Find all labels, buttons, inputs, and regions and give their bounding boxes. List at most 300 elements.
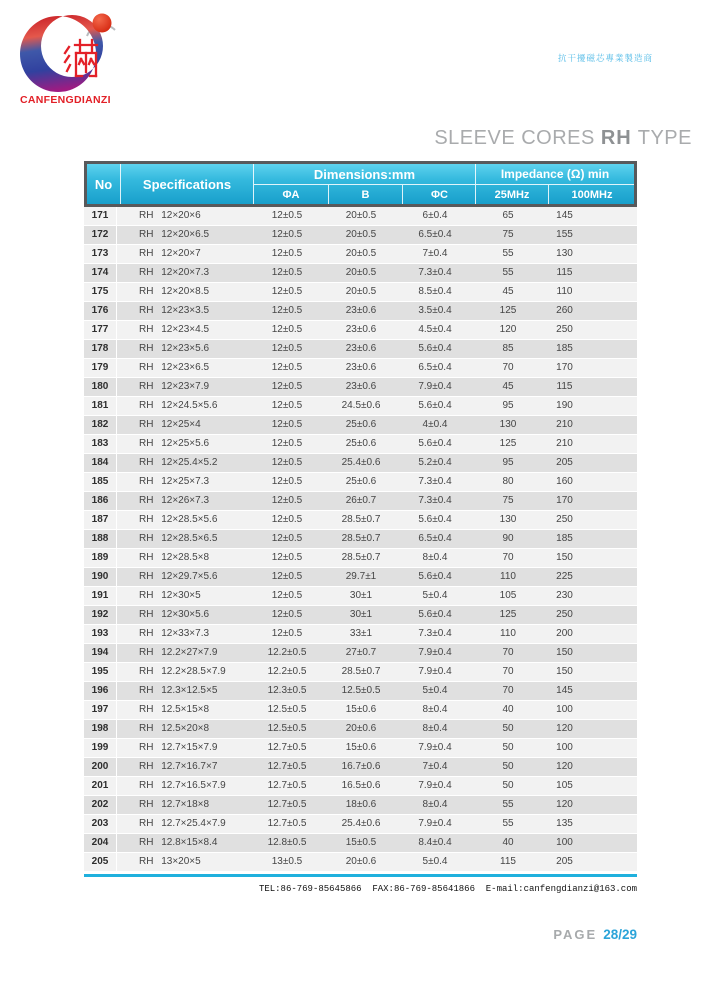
cell-specification: RH 12×23×3.5 xyxy=(139,305,210,316)
cell-no: 175 xyxy=(84,283,117,301)
logo-crescent-icon xyxy=(18,6,123,94)
column-header-specifications: Specifications xyxy=(120,164,253,204)
cell-dim-a: 12.5±0.5 xyxy=(267,723,307,734)
cell-dim-b: 20±0.5 xyxy=(345,210,377,221)
cell-dim-a: 12±0.5 xyxy=(271,229,303,240)
cell-dim-a: 12±0.5 xyxy=(271,400,303,411)
cell-dim-c: 5.6±0.4 xyxy=(418,609,452,620)
cell-specification: RH 12×30×5 xyxy=(139,590,201,601)
cell-no: 195 xyxy=(84,663,117,681)
cell-specification: RH 12×23×7.9 xyxy=(139,381,210,392)
cell-dim-c: 3.5±0.4 xyxy=(418,305,452,316)
cell-impedance-100mhz: 130 xyxy=(556,248,573,259)
cell-impedance-25mhz: 95 xyxy=(502,457,514,468)
table-row xyxy=(84,834,637,853)
table-row xyxy=(84,473,637,492)
cell-dim-b: 23±0.6 xyxy=(345,362,377,373)
cell-impedance-25mhz: 70 xyxy=(502,685,514,696)
cell-dim-a: 12.3±0.5 xyxy=(267,685,307,696)
table-row xyxy=(84,815,637,834)
cell-dim-b: 25.4±0.6 xyxy=(341,818,381,829)
cell-impedance-25mhz: 40 xyxy=(502,704,514,715)
column-header-imp-100mhz: 100MHz xyxy=(548,185,635,204)
cell-no: 172 xyxy=(84,226,117,244)
cell-dim-b: 18±0.6 xyxy=(345,799,377,810)
cell-dim-b: 20±0.5 xyxy=(345,267,377,278)
cell-dim-c: 5.6±0.4 xyxy=(418,438,452,449)
cell-no: 174 xyxy=(84,264,117,282)
table-row xyxy=(84,796,637,815)
cell-specification: RH 12.2×28.5×7.9 xyxy=(139,666,226,677)
table-row xyxy=(84,492,637,511)
cell-dim-a: 12±0.5 xyxy=(271,362,303,373)
logo-red-dot xyxy=(93,14,112,33)
cell-specification: RH 12×25×5.6 xyxy=(139,438,210,449)
cell-impedance-25mhz: 75 xyxy=(502,229,514,240)
cell-impedance-25mhz: 70 xyxy=(502,362,514,373)
title-model: RH xyxy=(600,127,632,149)
table-row xyxy=(84,663,637,682)
cell-specification: RH 12×24.5×5.6 xyxy=(139,400,218,411)
cell-dim-c: 6.5±0.4 xyxy=(418,533,452,544)
cell-no: 190 xyxy=(84,568,117,586)
cell-impedance-100mhz: 100 xyxy=(556,704,573,715)
cell-no: 196 xyxy=(84,682,117,700)
cell-no: 176 xyxy=(84,302,117,320)
cell-impedance-100mhz: 190 xyxy=(556,400,573,411)
table-row xyxy=(84,720,637,739)
cell-no: 200 xyxy=(84,758,117,776)
cell-no: 192 xyxy=(84,606,117,624)
cell-dim-b: 25.4±0.6 xyxy=(341,457,381,468)
cell-specification: RH 12.7×18×8 xyxy=(139,799,210,810)
cell-dim-a: 12±0.5 xyxy=(271,571,303,582)
table-row xyxy=(84,264,637,283)
cell-impedance-25mhz: 55 xyxy=(502,818,514,829)
cell-specification: RH 13×20×5 xyxy=(139,856,201,867)
table-row xyxy=(84,853,637,872)
cell-dim-b: 33±1 xyxy=(349,628,373,639)
cell-impedance-25mhz: 80 xyxy=(502,476,514,487)
cell-specification: RH 12×25×4 xyxy=(139,419,201,430)
cell-dim-a: 13±0.5 xyxy=(271,856,303,867)
cell-dim-b: 27±0.7 xyxy=(345,647,377,658)
cell-impedance-25mhz: 130 xyxy=(499,514,517,525)
cell-specification: RH 12×20×6.5 xyxy=(139,229,210,240)
cell-dim-c: 8.4±0.4 xyxy=(418,837,452,848)
table-row xyxy=(84,226,637,245)
cell-dim-c: 8±0.4 xyxy=(422,723,448,734)
cell-no: 182 xyxy=(84,416,117,434)
table-row xyxy=(84,454,637,473)
cell-specification: RH 12×28.5×6.5 xyxy=(139,533,218,544)
cell-dim-c: 6.5±0.4 xyxy=(418,362,452,373)
cell-impedance-25mhz: 40 xyxy=(502,837,514,848)
table-body xyxy=(84,207,637,872)
cell-dim-c: 7±0.4 xyxy=(422,248,448,259)
cell-dim-c: 5.6±0.4 xyxy=(418,514,452,525)
column-header-dim-a: ΦA xyxy=(282,188,300,201)
column-group-impedance xyxy=(475,164,634,204)
cell-no: 205 xyxy=(84,853,117,871)
cell-dim-c: 7.9±0.4 xyxy=(418,666,452,677)
cell-dim-b: 23±0.6 xyxy=(345,381,377,392)
table-row xyxy=(84,378,637,397)
cell-dim-a: 12±0.5 xyxy=(271,495,303,506)
table-row xyxy=(84,568,637,587)
cell-dim-c: 7.9±0.4 xyxy=(418,647,452,658)
cell-dim-b: 28.5±0.7 xyxy=(341,514,381,525)
cell-dim-c: 7.9±0.4 xyxy=(418,818,452,829)
cell-dim-b: 26±0.7 xyxy=(345,495,377,506)
table-row xyxy=(84,549,637,568)
table-row xyxy=(84,625,637,644)
cell-dim-c: 7.3±0.4 xyxy=(418,495,452,506)
cell-dim-a: 12±0.5 xyxy=(271,286,303,297)
cell-dim-b: 28.5±0.7 xyxy=(341,666,381,677)
cell-dim-b: 28.5±0.7 xyxy=(341,552,381,563)
cell-impedance-100mhz: 170 xyxy=(556,495,573,506)
cell-dim-b: 12.5±0.5 xyxy=(341,685,381,696)
cell-dim-c: 8±0.4 xyxy=(422,704,448,715)
cell-impedance-100mhz: 230 xyxy=(556,590,573,601)
cell-dim-a: 12±0.5 xyxy=(271,248,303,259)
cell-dim-c: 7.3±0.4 xyxy=(418,628,452,639)
cell-specification: RH 12×25.4×5.2 xyxy=(139,457,218,468)
table-row xyxy=(84,340,637,359)
cell-specification: RH 12×29.7×5.6 xyxy=(139,571,218,582)
table-row xyxy=(84,207,637,226)
cell-dim-b: 28.5±0.7 xyxy=(341,533,381,544)
cell-specification: RH 12×23×5.6 xyxy=(139,343,210,354)
table-row xyxy=(84,739,637,758)
table-row xyxy=(84,606,637,625)
cell-dim-b: 20±0.5 xyxy=(345,286,377,297)
dimensions-group-label: Dimensions:mm xyxy=(313,166,416,182)
cell-impedance-100mhz: 100 xyxy=(556,742,573,753)
cell-impedance-100mhz: 150 xyxy=(556,647,573,658)
cell-impedance-100mhz: 105 xyxy=(556,780,573,791)
table-row xyxy=(84,283,637,302)
cell-dim-b: 23±0.6 xyxy=(345,324,377,335)
cell-dim-c: 8±0.4 xyxy=(422,799,448,810)
table-row xyxy=(84,359,637,378)
cell-no: 179 xyxy=(84,359,117,377)
column-header-imp-25mhz: 25MHz xyxy=(494,188,530,201)
cell-dim-a: 12±0.5 xyxy=(271,267,303,278)
cell-impedance-100mhz: 160 xyxy=(556,476,573,487)
page-number: 28/29 xyxy=(603,927,637,942)
cell-impedance-25mhz: 125 xyxy=(499,609,517,620)
cell-dim-b: 16.5±0.6 xyxy=(341,780,381,791)
cell-dim-c: 7.9±0.4 xyxy=(418,780,452,791)
table-row xyxy=(84,397,637,416)
page-label: PAGE xyxy=(553,927,598,942)
cell-dim-a: 12.5±0.5 xyxy=(267,704,307,715)
cell-dim-a: 12.8±0.5 xyxy=(267,837,307,848)
page-indicator xyxy=(84,927,637,942)
cell-no: 203 xyxy=(84,815,117,833)
cell-dim-b: 20±0.6 xyxy=(345,856,377,867)
cell-specification: RH 12×23×6.5 xyxy=(139,362,210,373)
cell-impedance-25mhz: 50 xyxy=(502,742,514,753)
cell-dim-c: 6±0.4 xyxy=(422,210,448,221)
cell-impedance-100mhz: 110 xyxy=(556,286,573,297)
cell-dim-c: 7.3±0.4 xyxy=(418,267,452,278)
cell-dim-c: 5±0.4 xyxy=(422,856,448,867)
cell-impedance-100mhz: 115 xyxy=(556,381,573,392)
cell-dim-b: 24.5±0.6 xyxy=(341,400,381,411)
cell-no: 180 xyxy=(84,378,117,396)
cell-dim-b: 15±0.5 xyxy=(345,837,377,848)
cell-specification: RH 12×20×6 xyxy=(139,210,201,221)
cell-specification: RH 12.2×27×7.9 xyxy=(139,647,218,658)
column-header-no: No xyxy=(94,176,113,192)
cell-impedance-100mhz: 200 xyxy=(556,628,573,639)
cell-impedance-100mhz: 150 xyxy=(556,552,573,563)
cell-impedance-25mhz: 75 xyxy=(502,495,514,506)
cell-dim-a: 12±0.5 xyxy=(271,476,303,487)
cell-dim-a: 12.7±0.5 xyxy=(267,761,307,772)
table-row xyxy=(84,435,637,454)
cell-specification: RH 12.7×16.7×7 xyxy=(139,761,218,772)
cell-dim-b: 20±0.5 xyxy=(345,248,377,259)
cell-impedance-100mhz: 185 xyxy=(556,533,573,544)
cell-dim-a: 12.7±0.5 xyxy=(267,780,307,791)
logo-brand-text: CANFENGDIANZI xyxy=(20,94,111,106)
cell-dim-a: 12.2±0.5 xyxy=(267,647,307,658)
cell-impedance-100mhz: 120 xyxy=(556,799,573,810)
cell-dim-a: 12.7±0.5 xyxy=(267,799,307,810)
cell-dim-c: 4±0.4 xyxy=(422,419,448,430)
cell-dim-c: 8.5±0.4 xyxy=(418,286,452,297)
cell-impedance-100mhz: 260 xyxy=(556,305,573,316)
table-row xyxy=(84,416,637,435)
cell-impedance-100mhz: 120 xyxy=(556,723,573,734)
cell-impedance-25mhz: 110 xyxy=(500,628,516,639)
cell-impedance-100mhz: 250 xyxy=(556,324,573,335)
cell-dim-c: 5.6±0.4 xyxy=(418,571,452,582)
cell-impedance-100mhz: 225 xyxy=(556,571,573,582)
cell-impedance-25mhz: 130 xyxy=(499,419,517,430)
cell-no: 198 xyxy=(84,720,117,738)
cell-impedance-100mhz: 155 xyxy=(556,229,573,240)
table-row xyxy=(84,701,637,720)
column-header-dim-b: B xyxy=(328,185,402,204)
cell-no: 183 xyxy=(84,435,117,453)
cell-impedance-25mhz: 45 xyxy=(502,381,514,392)
cell-impedance-25mhz: 85 xyxy=(502,343,514,354)
table-row xyxy=(84,682,637,701)
cell-no: 199 xyxy=(84,739,117,757)
cell-impedance-100mhz: 250 xyxy=(556,514,573,525)
cell-impedance-25mhz: 50 xyxy=(502,723,514,734)
cell-impedance-100mhz: 210 xyxy=(556,438,573,449)
cell-impedance-100mhz: 145 xyxy=(556,685,573,696)
cell-no: 191 xyxy=(84,587,117,605)
cell-specification: RH 12×23×4.5 xyxy=(139,324,210,335)
table-bottom-rule xyxy=(84,874,637,877)
column-group-dimensions xyxy=(253,164,475,204)
cell-specification: RH 12.7×16.5×7.9 xyxy=(139,780,226,791)
cell-dim-a: 12±0.5 xyxy=(271,324,303,335)
cell-impedance-25mhz: 55 xyxy=(502,267,514,278)
table-row xyxy=(84,511,637,530)
cell-impedance-25mhz: 125 xyxy=(499,305,517,316)
table-section xyxy=(84,161,637,942)
cell-impedance-100mhz: 250 xyxy=(556,609,573,620)
cell-specification: RH 12×20×7 xyxy=(139,248,201,259)
cell-impedance-25mhz: 50 xyxy=(502,761,514,772)
cell-specification: RH 12.5×15×8 xyxy=(139,704,210,715)
cell-impedance-25mhz: 115 xyxy=(500,856,516,867)
cell-no: 171 xyxy=(84,207,117,225)
cell-specification: RH 12×26×7.3 xyxy=(139,495,210,506)
cell-dim-c: 4.5±0.4 xyxy=(418,324,452,335)
table-header xyxy=(84,161,637,207)
title-prefix: SLEEVE CORES xyxy=(434,127,595,149)
cell-no: 177 xyxy=(84,321,117,339)
cell-dim-c: 5±0.4 xyxy=(422,685,448,696)
company-logo xyxy=(18,6,123,94)
cell-impedance-100mhz: 205 xyxy=(556,856,573,867)
cell-dim-c: 7.9±0.4 xyxy=(418,742,452,753)
cell-impedance-25mhz: 45 xyxy=(502,286,514,297)
contact-info: TEL:86-769-85645866 FAX:86-769-85641866 E-mail:canfengdianzi@163.com xyxy=(258,884,637,894)
cell-dim-b: 30±1 xyxy=(349,609,373,620)
cell-impedance-100mhz: 135 xyxy=(556,818,573,829)
cell-dim-b: 30±1 xyxy=(349,590,373,601)
cell-impedance-25mhz: 110 xyxy=(500,571,516,582)
table-row xyxy=(84,644,637,663)
cell-impedance-100mhz: 150 xyxy=(556,666,573,677)
cell-dim-a: 12±0.5 xyxy=(271,457,303,468)
cell-dim-c: 7.3±0.4 xyxy=(418,476,452,487)
table-row xyxy=(84,587,637,606)
cell-impedance-25mhz: 55 xyxy=(502,799,514,810)
page-title xyxy=(434,127,692,150)
cell-no: 185 xyxy=(84,473,117,491)
cell-no: 189 xyxy=(84,549,117,567)
cell-dim-a: 12±0.5 xyxy=(271,609,303,620)
cell-specification: RH 12×28.5×8 xyxy=(139,552,210,563)
cell-no: 188 xyxy=(84,530,117,548)
cell-no: 202 xyxy=(84,796,117,814)
cell-impedance-25mhz: 95 xyxy=(502,400,514,411)
cell-dim-a: 12±0.5 xyxy=(271,552,303,563)
cell-dim-b: 15±0.6 xyxy=(345,742,377,753)
cell-no: 193 xyxy=(84,625,117,643)
cell-specification: RH 12×20×7.3 xyxy=(139,267,210,278)
cell-specification: RH 12×25×7.3 xyxy=(139,476,210,487)
cell-dim-a: 12±0.5 xyxy=(271,628,303,639)
cell-impedance-100mhz: 170 xyxy=(556,362,573,373)
impedance-subheader xyxy=(476,184,634,204)
table-row xyxy=(84,302,637,321)
cell-dim-c: 5.6±0.4 xyxy=(418,343,452,354)
cell-dim-c: 5±0.4 xyxy=(422,590,448,601)
cell-specification: RH 12.8×15×8.4 xyxy=(139,837,218,848)
cell-impedance-100mhz: 205 xyxy=(556,457,573,468)
cell-dim-b: 25±0.6 xyxy=(345,419,377,430)
cell-no: 173 xyxy=(84,245,117,263)
cell-dim-b: 20±0.6 xyxy=(345,723,377,734)
cell-dim-c: 5.2±0.4 xyxy=(418,457,452,468)
logo-mark-character xyxy=(65,40,97,76)
cell-no: 184 xyxy=(84,454,117,472)
table-row xyxy=(84,777,637,796)
cell-dim-b: 20±0.5 xyxy=(345,229,377,240)
cell-impedance-25mhz: 105 xyxy=(499,590,517,601)
dimensions-subheader xyxy=(254,184,475,204)
cell-specification: RH 12.3×12.5×5 xyxy=(139,685,218,696)
cell-impedance-100mhz: 185 xyxy=(556,343,573,354)
cell-no: 178 xyxy=(84,340,117,358)
cell-dim-b: 29.7±1 xyxy=(345,571,377,582)
cell-impedance-25mhz: 70 xyxy=(502,647,514,658)
cell-dim-b: 23±0.6 xyxy=(345,343,377,354)
cell-no: 187 xyxy=(84,511,117,529)
cell-impedance-25mhz: 50 xyxy=(502,780,514,791)
cell-dim-a: 12±0.5 xyxy=(271,514,303,525)
cell-dim-a: 12.7±0.5 xyxy=(267,742,307,753)
cell-dim-b: 15±0.6 xyxy=(345,704,377,715)
cell-specification: RH 12.5×20×8 xyxy=(139,723,210,734)
cell-specification: RH 12×20×8.5 xyxy=(139,286,210,297)
cell-no: 204 xyxy=(84,834,117,852)
cell-impedance-25mhz: 120 xyxy=(499,324,517,335)
company-tagline: 抗干擾磁芯專業製造商 xyxy=(558,53,654,63)
cell-dim-b: 25±0.6 xyxy=(345,476,377,487)
cell-dim-c: 6.5±0.4 xyxy=(418,229,452,240)
table-row xyxy=(84,530,637,549)
cell-impedance-25mhz: 70 xyxy=(502,552,514,563)
cell-no: 201 xyxy=(84,777,117,795)
cell-dim-a: 12±0.5 xyxy=(271,438,303,449)
cell-impedance-100mhz: 120 xyxy=(556,761,573,772)
title-suffix: TYPE xyxy=(637,127,692,149)
cell-impedance-25mhz: 55 xyxy=(502,248,514,259)
cell-dim-c: 5.6±0.4 xyxy=(418,400,452,411)
cell-dim-a: 12±0.5 xyxy=(271,381,303,392)
cell-dim-a: 12.2±0.5 xyxy=(267,666,307,677)
cell-dim-c: 8±0.4 xyxy=(422,552,448,563)
cell-impedance-25mhz: 70 xyxy=(502,666,514,677)
cell-impedance-100mhz: 115 xyxy=(556,267,573,278)
cell-impedance-25mhz: 125 xyxy=(499,438,517,449)
cell-dim-a: 12±0.5 xyxy=(271,210,303,221)
cell-no: 194 xyxy=(84,644,117,662)
cell-dim-a: 12±0.5 xyxy=(271,305,303,316)
cell-dim-b: 16.7±0.6 xyxy=(341,761,381,772)
cell-impedance-100mhz: 210 xyxy=(556,419,573,430)
cell-dim-a: 12±0.5 xyxy=(271,419,303,430)
cell-dim-b: 25±0.6 xyxy=(345,438,377,449)
table-row xyxy=(84,321,637,340)
cell-dim-a: 12±0.5 xyxy=(271,590,303,601)
cell-no: 197 xyxy=(84,701,117,719)
cell-specification: RH 12×33×7.3 xyxy=(139,628,210,639)
cell-specification: RH 12.7×25.4×7.9 xyxy=(139,818,226,829)
cell-dim-a: 12±0.5 xyxy=(271,533,303,544)
cell-dim-b: 23±0.6 xyxy=(345,305,377,316)
cell-dim-c: 7.9±0.4 xyxy=(418,381,452,392)
cell-impedance-25mhz: 90 xyxy=(502,533,514,544)
cell-impedance-100mhz: 100 xyxy=(556,837,573,848)
table-row xyxy=(84,758,637,777)
cell-dim-a: 12.7±0.5 xyxy=(267,818,307,829)
cell-specification: RH 12.7×15×7.9 xyxy=(139,742,218,753)
